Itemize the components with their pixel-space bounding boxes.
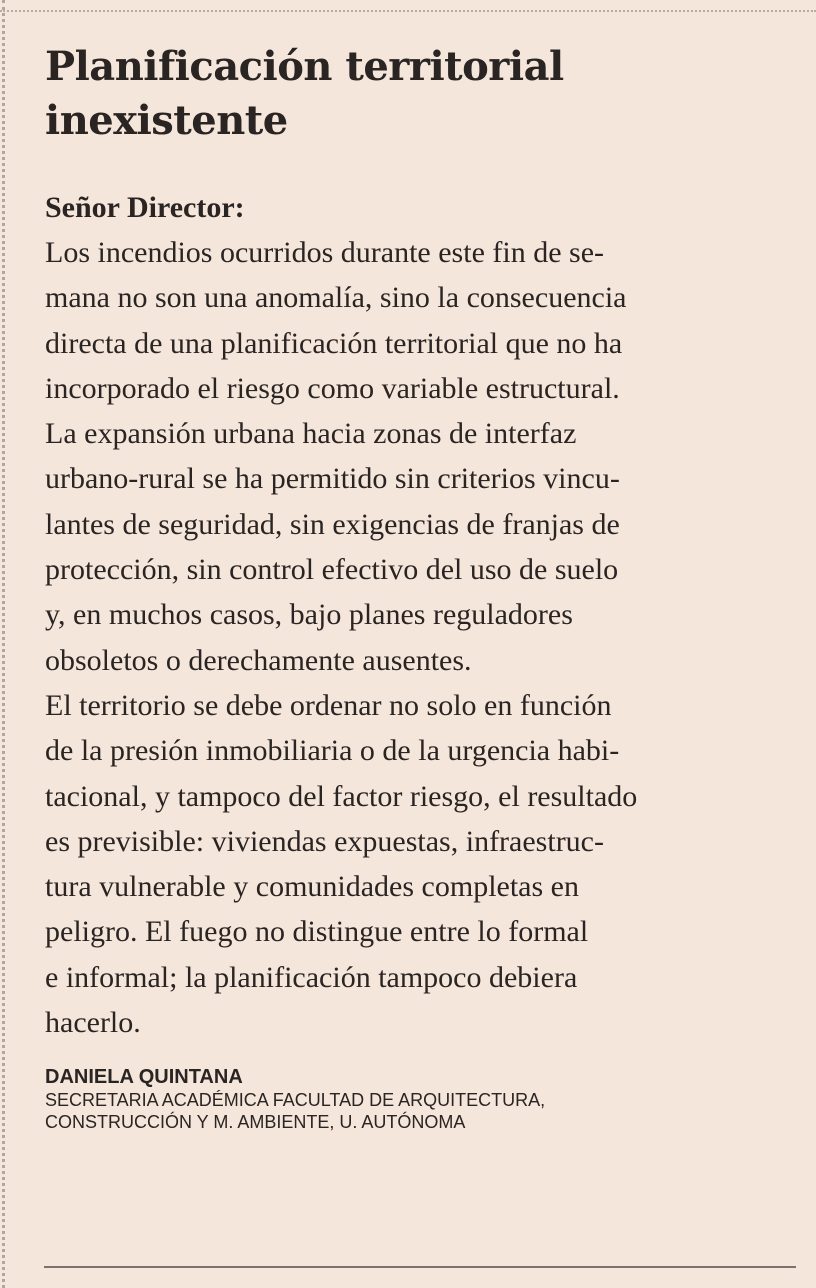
author-affiliation-line-2: CONSTRUCCIÓN Y M. AMBIENTE, U. AUTÓNOMA: [45, 1112, 466, 1133]
top-dotted-rule: [0, 0, 816, 12]
paragraph-3: El territorio se debe ordenar no solo en función de la presión inmobiliaria o de la urgencia habi- tacional, y tampoco del factor riesgo, el resultado es previsible: viviendas expuestas, infraestruc- tura vulnerable y comunidades completas en peligro. El fuego no distingue entre lo formal e informal; la planificación tampoco debiera hacerlo.: [45, 688, 638, 1040]
author-name: DANIELA QUINTANA: [45, 1066, 243, 1089]
author-affiliation-line-1: SECRETARIA ACADÉMICA FACULTAD DE ARQUITECTURA,: [45, 1090, 546, 1111]
paragraph-1: Los incendios ocurridos durante este fin de se- mana no son una anomalía, sino la consecuencia directa de una planificación territorial que no ha incorporado el riesgo como variable estructural.: [45, 236, 627, 405]
letter-headline: Planificación territorial inexistente: [45, 43, 564, 144]
signature-block: [45, 1065, 805, 1133]
letter-body: [45, 230, 805, 1045]
bottom-rule: [44, 1266, 796, 1268]
paragraph-2: La expansión urbana hacia zonas de interfaz urbano-rural se ha permitido sin criterios vincu- lantes de seguridad, sin exigencias de franjas de protección, sin control efectivo del uso de suelo y, en muchos casos, bajo planes reguladores obsoletos o derechamente ausentes.: [45, 417, 620, 677]
letter-column: [45, 40, 805, 1133]
salutation: Señor Director:: [45, 191, 245, 224]
left-dotted-rule: [2, 0, 5, 1288]
